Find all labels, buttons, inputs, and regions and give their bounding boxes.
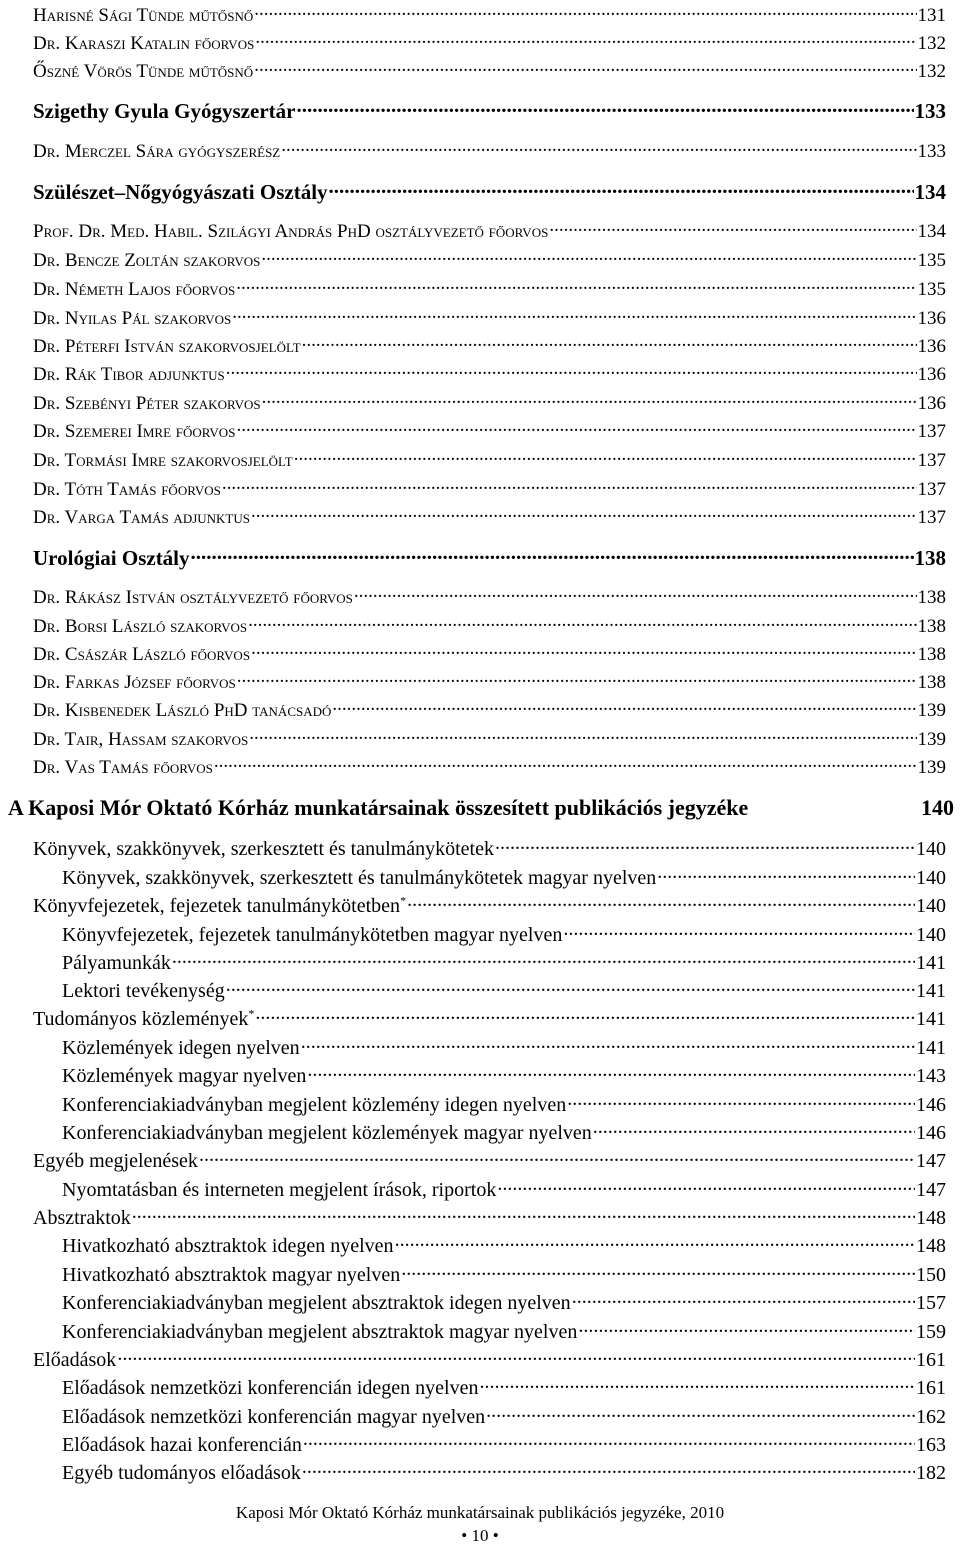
dot-leader [237,669,917,688]
toc-entry-page: 138 [914,546,946,570]
dot-leader [480,1374,916,1394]
toc-entry-label: Dr. Varga Tamás adjunktus [33,507,250,528]
toc-entry[interactable] [33,1346,946,1372]
dot-leader [226,361,917,380]
dot-leader [262,390,917,409]
page-footer: Kaposi Mór Oktató Kórház munkatársainak publikációs jegyzéke, 2010 [235,1503,725,1522]
toc-entry-page: 141 [916,952,946,974]
toc-entry-label: Könyvek, szakkönyvek, szerkesztett és tanulmánykötetek magyar nyelven [62,867,657,889]
dot-leader [401,1261,915,1281]
toc-entry-page: 138 [917,644,946,665]
toc-entry-page: 150 [916,1264,946,1286]
toc-entry-page: 139 [917,757,946,778]
toc-entry-label: Szigethy Gyula Gyógyszertár [33,99,296,123]
toc-entry-label: Egyéb megjelenések [33,1150,198,1172]
dot-leader [307,1062,915,1082]
dot-leader [117,1346,915,1366]
toc-entry-label: Őszné Vörös Tünde műtősnő [33,61,254,82]
toc-entry-page: 140 [916,838,946,860]
toc-entry-label: Szülészet–Nőgyógyászati Osztály [33,180,328,204]
dot-leader [563,921,915,941]
dot-leader [294,447,917,466]
toc-entry[interactable] [33,390,946,415]
toc-entry[interactable] [62,1431,946,1457]
toc-entry[interactable] [33,30,946,55]
footnote-marker: * [400,893,407,908]
toc-entry[interactable] [33,305,946,330]
toc-entry-page: 141 [916,1008,946,1030]
toc-entry-label: Dr. Tair, Hassam szakorvos [33,729,249,750]
toc-entry-page: 137 [917,421,946,442]
dot-leader [549,218,916,237]
toc-entry-label: Dr. Vas Tamás főorvos [33,757,213,778]
toc-entry[interactable] [33,178,946,205]
toc-entry[interactable] [33,2,946,27]
toc-entry[interactable] [33,333,946,358]
dot-leader [395,1232,915,1252]
dot-leader [255,30,916,49]
toc-entry-label: Dr. Szemerei Imre főorvos [33,421,236,442]
toc-entry-label: Dr. Péterfi István szakorvosjelölt [33,336,301,357]
toc-entry[interactable] [33,1147,946,1173]
toc-entry-label: Hivatkozható absztraktok magyar nyelven [62,1264,401,1286]
dot-leader [407,892,915,912]
toc-entry-label: Konferenciakiadványban megjelent absztraktok magyar nyelven [62,1321,578,1343]
toc-entry-label: Dr. Császár László főorvos [33,644,251,665]
toc-entry-page: 135 [917,250,946,271]
toc-entry-page: 134 [914,180,946,204]
dot-leader [199,1147,915,1167]
dot-leader [301,1034,915,1054]
toc-entry[interactable] [62,1062,946,1088]
toc-entry-page: 140 [921,795,954,820]
toc-entry-page: 132 [917,33,946,54]
toc-entry[interactable] [33,138,946,163]
toc-entry-label: Konferenciakiadványban megjelent közlemény idegen nyelven [62,1094,567,1116]
toc-entry-page: 146 [916,1122,946,1144]
dot-leader [486,1403,915,1423]
toc-entry-label: Dr. Farkas József főorvos [33,672,236,693]
toc-entry-page: 136 [917,364,946,385]
toc-entry-label: Harisné Sági Tünde műtősnő [33,5,254,26]
toc-entry-page: 161 [916,1349,946,1371]
toc-entry[interactable] [33,504,946,529]
dot-leader [578,1318,915,1338]
toc-entry-label: Pályamunkák [62,952,171,974]
toc-entry[interactable] [33,697,946,722]
toc-entry-label: Nyomtatásban és interneten megjelent írások, riportok [62,1179,497,1201]
toc-entry-page: 131 [917,5,946,26]
toc-entry[interactable] [62,1318,946,1344]
dot-leader [497,1176,915,1196]
toc-entry[interactable] [62,1403,946,1429]
toc-entry-label: Előadások [33,1349,117,1371]
dot-leader [354,584,917,603]
toc-entry[interactable] [62,1261,946,1287]
toc-entry-label: Közlemények magyar nyelven [62,1065,307,1087]
toc-entry-page: 139 [917,729,946,750]
toc-entry-page: 141 [916,980,946,1002]
toc-entry[interactable] [62,949,946,975]
toc-entry-label: Konferenciakiadványban megjelent absztraktok idegen nyelven [62,1292,571,1314]
toc-entry-page: 161 [916,1377,946,1399]
toc-entry-label: Dr. Németh Lajos főorvos [33,279,236,300]
dot-leader [657,864,915,884]
dot-leader [172,949,915,969]
toc-entry-label: Tudományos közlemények* [33,1006,255,1030]
dot-leader [251,641,916,660]
toc-entry-label: Prof. Dr. Med. Habil. Szilágyi András PhD osztályvezető főorvos [33,221,549,242]
toc-entry-label: Hivatkozható absztraktok idegen nyelven [62,1235,394,1257]
toc-entry[interactable] [62,1091,946,1117]
dot-leader [232,305,916,324]
toc-entry-label: Előadások nemzetközi konferencián magyar nyelven [62,1406,486,1428]
toc-entry[interactable] [62,1176,946,1202]
toc-entry[interactable] [33,835,946,861]
toc-entry-page: 138 [917,672,946,693]
dot-leader [249,726,916,745]
toc-entry[interactable] [62,1034,946,1060]
dot-leader [248,613,916,632]
toc-entry-label: Dr. Bencze Zoltán szakorvos [33,250,261,271]
toc-entry-page: 148 [916,1207,946,1229]
toc-entry-page: 133 [917,141,946,162]
toc-entry-page: 157 [916,1292,946,1314]
footnote-marker: * [248,1006,255,1021]
dot-leader [226,977,915,997]
toc-entry-label: Dr. Borsi László szakorvos [33,616,248,637]
dot-leader [567,1091,915,1111]
toc-entry-label: Könyvfejezetek, fejezetek tanulmánykötetben* [33,893,407,917]
toc-entry-label: Előadások hazai konferencián [62,1434,302,1456]
toc-entry-page: 138 [917,616,946,637]
toc-entry[interactable] [33,584,946,609]
toc-entry-label: Könyvek, szakkönyvek, szerkesztett és tanulmánykötetek [33,838,494,860]
dot-leader [222,476,917,495]
dot-leader [236,418,916,437]
toc-entry-page: 140 [916,867,946,889]
toc-entry[interactable] [33,361,946,386]
page-number: • 10 • [461,1526,499,1545]
dot-leader [329,178,914,199]
dot-leader [593,1119,915,1139]
dot-leader [255,1005,915,1025]
toc-entry[interactable] [8,795,954,821]
toc-entry-label: Dr. Merczel Sára gyógyszerész [33,141,281,162]
dot-leader [296,97,913,118]
dot-leader [236,276,916,295]
toc-entry-page: 182 [916,1462,946,1484]
toc-entry[interactable] [33,447,946,472]
toc-entry-page: 147 [916,1150,946,1172]
toc-entry[interactable] [33,247,946,272]
toc-entry[interactable] [33,218,946,243]
toc-entry[interactable] [33,276,946,301]
toc-entry-page: 139 [917,700,946,721]
toc-entry-page: 143 [916,1065,946,1087]
dot-leader [214,754,917,773]
toc-entry-page: 159 [916,1321,946,1343]
toc-entry-page: 163 [916,1434,946,1456]
toc-entry-label: Dr. Nyilas Pál szakorvos [33,308,232,329]
toc-entry-page: 140 [916,895,946,917]
toc-entry[interactable] [33,97,946,124]
toc-entry-label: Konferenciakiadványban megjelent közlemények magyar nyelven [62,1122,592,1144]
toc-entry[interactable] [33,754,946,779]
dot-leader [251,504,917,523]
toc-entry-label: Dr. Tóth Tamás főorvos [33,479,221,500]
dot-leader [281,138,916,157]
toc-entry-label: Urológiai Osztály [33,546,190,570]
toc-entry[interactable] [62,977,946,1003]
toc-entry-label: Dr. Rákász István osztályvezető főorvos [33,587,353,608]
dot-leader [254,2,916,21]
toc-entry[interactable] [33,892,946,918]
toc-entry-page: 146 [916,1094,946,1116]
toc-entry[interactable] [33,1005,946,1031]
toc-entry[interactable] [33,58,946,83]
toc-entry-page: 132 [917,61,946,82]
toc-entry[interactable] [33,669,946,694]
toc-entry[interactable] [33,544,946,571]
toc-entry-page: 136 [917,336,946,357]
toc-entry-page: 134 [917,221,946,242]
toc-entry-label: Könyvfejezetek, fejezetek tanulmánykötetben magyar nyelven [62,924,563,946]
toc-entry[interactable] [62,921,946,947]
dot-leader [495,835,915,855]
toc-entry-label: Előadások nemzetközi konferencián idegen nyelven [62,1377,479,1399]
dot-leader [332,697,916,716]
toc-entry-page: 136 [917,308,946,329]
toc-entry[interactable] [62,1289,946,1315]
toc-entry-label: Közlemények idegen nyelven [62,1037,300,1059]
dot-leader [302,1459,915,1479]
toc-entry[interactable] [33,726,946,751]
dot-leader [572,1289,915,1309]
toc-entry[interactable] [62,864,946,890]
toc-entry-page: 140 [916,924,946,946]
toc-entry[interactable] [33,1204,946,1230]
toc-entry-page: 162 [916,1406,946,1428]
toc-entry[interactable] [62,1459,946,1485]
toc-entry-label: Lektori tevékenység [62,980,225,1002]
toc-entry[interactable] [33,613,946,638]
toc-entry-label: Dr. Tormási Imre szakorvosjelölt [33,450,293,471]
toc-entry-page: 138 [917,587,946,608]
dot-leader [302,333,917,352]
toc-entry[interactable] [62,1232,946,1258]
toc-entry-page: 136 [917,393,946,414]
toc-entry-page: 137 [917,507,946,528]
dot-leader [191,544,914,565]
toc-entry-page: 133 [914,99,946,123]
toc-entry-label: Dr. Kisbenedek László PhD tanácsadó [33,700,332,721]
toc-entry-page: 148 [916,1235,946,1257]
toc-entry-page: 135 [917,279,946,300]
toc-entry-label: Dr. Rák Tibor adjunktus [33,364,225,385]
toc-entry-label: Absztraktok [33,1207,131,1229]
toc-entry[interactable] [33,476,946,501]
toc-entry-label: A Kaposi Mór Oktató Kórház munkatársainak összesített publikációs jegyzéke [8,795,749,820]
dot-leader [132,1204,915,1224]
toc-entry-page: 141 [916,1037,946,1059]
toc-entry-page: 137 [917,479,946,500]
toc-entry-label: Egyéb tudományos előadások [62,1462,301,1484]
dot-leader [303,1431,915,1451]
toc-entry[interactable] [33,418,946,443]
dot-leader [254,58,916,77]
toc-entry[interactable] [62,1374,946,1400]
dot-leader [261,247,916,266]
toc-entry-label: Dr. Szebényi Péter szakorvos [33,393,261,414]
toc-entry-page: 137 [917,450,946,471]
toc-entry-page: 147 [916,1179,946,1201]
toc-entry[interactable] [33,641,946,666]
toc-entry[interactable] [62,1119,946,1145]
toc-entry-label: Dr. Karaszi Katalin főorvos [33,33,255,54]
